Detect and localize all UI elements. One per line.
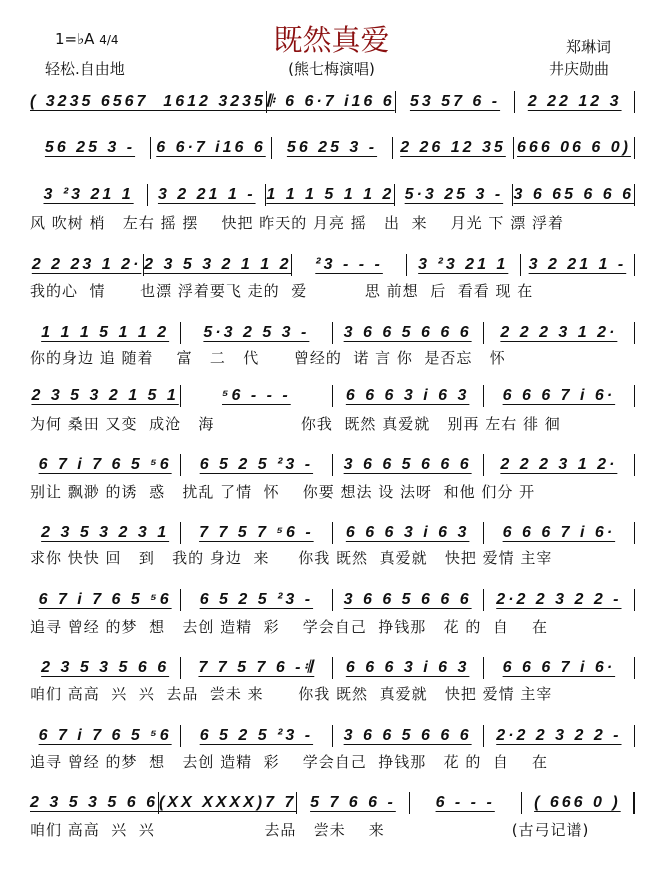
measure: 5·3 25 3 - (404, 186, 504, 203)
measure: 6 6 6 7 i 6· (502, 524, 616, 541)
bar-line (634, 522, 635, 544)
measure: 56 25 3 - (286, 139, 378, 156)
measure: 3 6 65 6 6 6 (513, 186, 634, 203)
notation-row (30, 137, 635, 159)
measure: 6 6·7 i16 6 (156, 139, 266, 156)
measure: 2 2 23 1 2· (31, 256, 142, 273)
measure: 3 6 6 5 6 6 6 (343, 591, 472, 608)
measure: 3 6 6 5 6 6 6 (343, 324, 472, 341)
notation-row (30, 385, 635, 407)
lyrics-line: 咱们 高高 兴 兴 去品 尝未 来 (古弓记谱) (30, 821, 590, 839)
bar-line (633, 792, 635, 814)
measure: 2 2 2 3 1 2· (500, 324, 618, 341)
measure: 666 06 6 0) (517, 139, 631, 156)
measure: 3 ²3 21 1 (418, 256, 509, 273)
measure: 6 6 6 7 i 6· (502, 387, 616, 404)
lyricist-credit: 郑琳词 (566, 38, 612, 56)
bar-line (634, 322, 635, 344)
notation-row (30, 184, 635, 206)
bar-line (634, 184, 635, 206)
notation-row (30, 657, 635, 679)
lyrics-line: 求你 快快 回 到 我的 身边 来 你我 既然 真爱就 快把 爱情 主宰 (30, 549, 553, 567)
measure: 2 26 12 35 (400, 139, 506, 156)
measure: ⁵6 - - - (222, 387, 291, 404)
key-signature: 1=♭A 4/4 (55, 30, 119, 48)
bar-line (634, 589, 635, 611)
measure: 6 5 2 5 ²3 - (199, 727, 314, 744)
bar-line (634, 725, 635, 747)
measure: 2 3 5 3 2 1 5 1 (31, 387, 179, 404)
lyrics-line: 你的身边 追 随着 富 二 代 曾经的 诺 言 你 是否忘 怀 (30, 349, 506, 367)
bar-line (634, 137, 635, 159)
bar-line (634, 454, 635, 476)
bar-line (634, 385, 635, 407)
notation-row (30, 522, 635, 544)
measure: 3 6 6 5 6 6 6 (343, 727, 472, 744)
measure: 3 ²3 21 1 (43, 186, 134, 203)
measure: 5 7 6 6 - (310, 794, 396, 811)
lyrics-line: 风 吹树 梢 左右 摇 摆 快把 昨天的 月亮 摇 出 来 月光 下 漂 浮着 (30, 214, 564, 232)
lyrics-line: 追寻 曾经 的梦 想 去创 造精 彩 学会自己 挣钱那 花 的 自 在 (30, 753, 548, 771)
measure: 6 5 2 5 ²3 - (199, 456, 314, 473)
measure: 𝄆 6 6·7 i16 6 (266, 93, 395, 110)
measure: 6 6 6 7 i 6· (502, 659, 616, 676)
lyrics-line: 追寻 曾经 的梦 想 去创 造精 彩 学会自己 挣钱那 花 的 自 在 (30, 618, 548, 636)
singer-credit: (熊七梅演唱) (288, 60, 375, 78)
measure: 2 22 12 3 (527, 93, 622, 110)
measure: 3 6 6 5 6 6 6 (343, 456, 472, 473)
measure: 2 3 5 3 5 6 6 (41, 659, 170, 676)
measure: 6 7 i 7 6 5 ⁵6 (38, 727, 172, 744)
tempo-marking: 轻松.自由地 (45, 60, 125, 78)
lyrics-line: 别让 飘渺 的诱 惑 扰乱 了情 怀 你要 想法 设 法呀 和他 们分 开 (30, 483, 536, 501)
measure: 3 2 21 1 - (528, 256, 627, 273)
measure: ( 3235 6567 1612 3235 (30, 93, 266, 110)
notation-row (30, 91, 635, 113)
measure: 2 2 2 3 1 2· (500, 456, 618, 473)
measure: 3 2 21 1 - (157, 186, 256, 203)
measure: 6 6 6 3 i 6 3 (345, 659, 470, 676)
measure: 6 6 6 3 i 6 3 (345, 387, 470, 404)
song-title: 既然真爱 (273, 23, 390, 57)
measure: 7 7 5 7 6 -𝄇 (198, 659, 315, 676)
measure: 5·3 2 5 3 - (203, 324, 310, 341)
measure: 6 7 i 7 6 5 ⁵6 (38, 591, 172, 608)
lyrics-line: 我的心 情 也漂 浮着要飞 走的 爱 思 前想 后 看看 现 在 (30, 282, 534, 300)
notation-row (30, 589, 635, 611)
measure: 6 6 6 3 i 6 3 (345, 524, 470, 541)
notation-row (30, 725, 635, 747)
composer-credit: 井庆勋曲 (549, 60, 610, 78)
bar-line (634, 657, 635, 679)
measure: ²3 - - - (315, 256, 383, 273)
bar-line (634, 254, 635, 276)
measure: 6 7 i 7 6 5 ⁵6 (38, 456, 172, 473)
measure: 56 25 3 - (44, 139, 136, 156)
measure: (XX XXXX)7 7 (158, 794, 297, 811)
measure: 6 - - - (435, 794, 495, 811)
measure: 2 3 5 3 2 3 1 (41, 524, 170, 541)
measure: 1 1 1 5 1 1 2 (41, 324, 170, 341)
bar-line (634, 91, 635, 113)
notation-row (30, 254, 635, 276)
measure: 2 3 5 3 2 1 1 2 (144, 256, 292, 273)
notation-row (30, 454, 635, 476)
measure: 2 3 5 3 5 6 6 (30, 794, 158, 811)
notation-row (30, 792, 635, 814)
measure: ( 666 0 ) (534, 794, 621, 811)
measure: 6 5 2 5 ²3 - (199, 591, 314, 608)
lyrics-line: 为何 桑田 又变 成沧 海 你我 既然 真爱就 别再 左右 徘 徊 (30, 415, 561, 433)
measure: 1 1 1 5 1 1 2 (266, 186, 395, 203)
measure: 53 57 6 - (409, 93, 501, 110)
measure: 2·2 2 3 2 2 - (496, 727, 622, 744)
lyrics-line: 咱们 高高 兴 兴 去品 尝未 来 你我 既然 真爱就 快把 爱情 主宰 (30, 685, 553, 703)
notation-row (30, 322, 635, 344)
measure: 2·2 2 3 2 2 - (496, 591, 622, 608)
measure: 7 7 5 7 ⁵6 - (199, 524, 314, 541)
